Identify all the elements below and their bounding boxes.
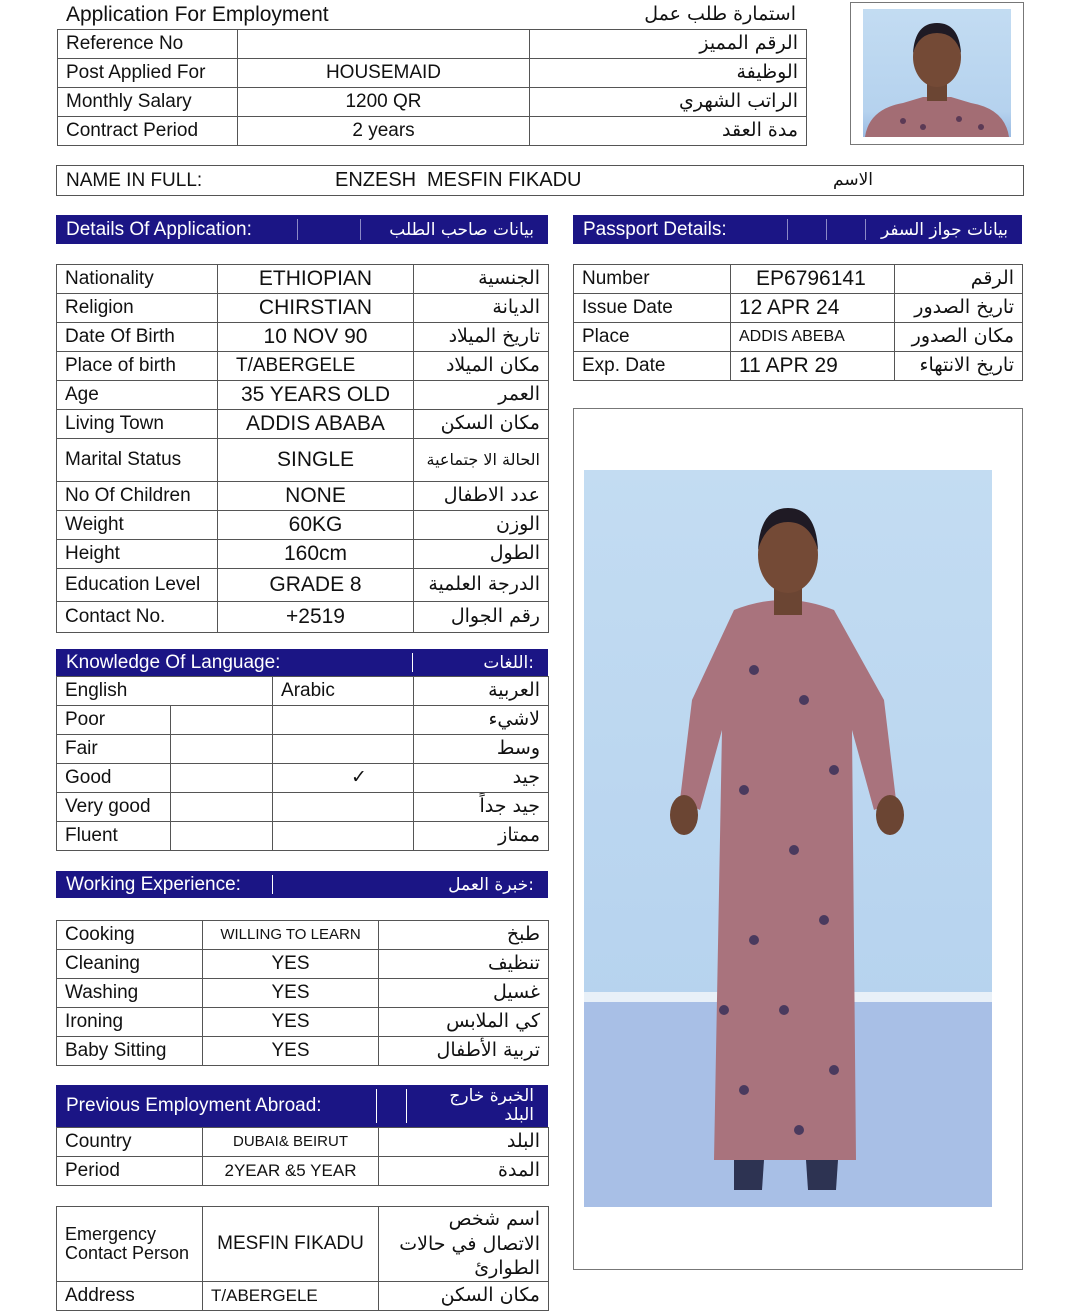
living-town-label: Living Town bbox=[57, 410, 218, 439]
table-row bbox=[57, 1157, 549, 1186]
exp-date-value: 11 APR 29 bbox=[731, 352, 895, 381]
experience-heading bbox=[56, 871, 548, 898]
table-row bbox=[57, 482, 549, 511]
table-row bbox=[574, 323, 1023, 352]
marital-label: Marital Status bbox=[57, 439, 218, 482]
pob-label: Place of birth bbox=[57, 352, 218, 381]
contact-label-ar: رقم الجوال bbox=[414, 602, 549, 633]
table-row bbox=[57, 735, 549, 764]
fair-label: Fair bbox=[57, 735, 171, 764]
address-label-ar: مكان السكن bbox=[379, 1282, 549, 1311]
details-heading-ar: بيانات صاحب الطلب bbox=[389, 219, 534, 240]
heading-divider bbox=[406, 1089, 407, 1123]
heading-divider bbox=[360, 219, 361, 240]
person-full-body-icon bbox=[584, 470, 992, 1207]
salary-label-ar: الراتب الشهري bbox=[530, 88, 807, 117]
table-row bbox=[57, 1207, 549, 1282]
name-box bbox=[56, 165, 1024, 196]
weight-label: Weight bbox=[57, 511, 218, 540]
contract-value: 2 years bbox=[238, 117, 530, 146]
form-title-en: Application For Employment bbox=[66, 3, 329, 26]
age-label: Age bbox=[57, 381, 218, 410]
post-label-ar: الوظيفة bbox=[530, 59, 807, 88]
ironing-label-ar: كي الملابس bbox=[379, 1008, 549, 1037]
marital-value: SINGLE bbox=[218, 439, 414, 482]
table-row bbox=[57, 410, 549, 439]
table-row bbox=[57, 1037, 549, 1066]
name-rest: MESFIN FIKADU bbox=[427, 169, 582, 191]
fluent-arabic bbox=[273, 822, 414, 851]
issue-place-label-ar: مكان الصدور bbox=[895, 323, 1023, 352]
education-value: GRADE 8 bbox=[218, 569, 414, 602]
fair-arabic bbox=[273, 735, 414, 764]
issue-place-label: Place bbox=[574, 323, 731, 352]
address-label: Address bbox=[57, 1282, 203, 1311]
pob-label-ar: مكان الميلاد bbox=[414, 352, 549, 381]
height-label-ar: الطول bbox=[414, 540, 549, 569]
heading-divider bbox=[376, 1089, 377, 1123]
fluent-label-ar: ممتاز bbox=[414, 822, 549, 851]
washing-label-ar: غسيل bbox=[379, 979, 549, 1008]
country-label: Country bbox=[57, 1128, 203, 1157]
language-heading bbox=[56, 649, 548, 676]
period-label-ar: المدة bbox=[379, 1157, 549, 1186]
baby-sitting-label: Baby Sitting bbox=[57, 1037, 203, 1066]
table-row bbox=[574, 352, 1023, 381]
cleaning-value: YES bbox=[203, 950, 379, 979]
passport-heading-en: Passport Details: bbox=[583, 218, 727, 240]
table-row bbox=[57, 1008, 549, 1037]
name-label: NAME IN FULL: bbox=[66, 170, 203, 191]
table-row bbox=[57, 352, 549, 381]
abroad-heading-en: Previous Employment Abroad: bbox=[66, 1095, 322, 1116]
table-row bbox=[58, 59, 807, 88]
experience-table bbox=[56, 920, 549, 1066]
cooking-label-ar: طبخ bbox=[379, 921, 549, 950]
portrait-frame bbox=[850, 2, 1024, 145]
children-label: No Of Children bbox=[57, 482, 218, 511]
heading-divider bbox=[272, 875, 273, 894]
period-value: 2YEAR &5 YEAR bbox=[203, 1157, 379, 1186]
table-row bbox=[574, 294, 1023, 323]
table-row bbox=[57, 381, 549, 410]
fluent-label: Fluent bbox=[57, 822, 171, 851]
abroad-table bbox=[56, 1127, 549, 1186]
post-label: Post Applied For bbox=[58, 59, 238, 88]
dob-value: 10 NOV 90 bbox=[218, 323, 414, 352]
experience-heading-en: Working Experience: bbox=[66, 873, 241, 895]
height-value: 160cm bbox=[218, 540, 414, 569]
issue-date-label: Issue Date bbox=[574, 294, 731, 323]
religion-label-ar: الديانة bbox=[414, 294, 549, 323]
table-row bbox=[57, 921, 549, 950]
heading-divider bbox=[412, 653, 413, 672]
language-heading-en: Knowledge Of Language: bbox=[66, 651, 281, 673]
name-label-ar: الاسم bbox=[833, 170, 873, 190]
heading-divider bbox=[297, 219, 298, 240]
post-value: HOUSEMAID bbox=[238, 59, 530, 88]
contact-label: Contact No. bbox=[57, 602, 218, 633]
age-value: 35 YEARS OLD bbox=[218, 381, 414, 410]
pob-value: T/ABERGELE bbox=[218, 352, 414, 381]
poor-arabic bbox=[273, 706, 414, 735]
country-label-ar: البلد bbox=[379, 1128, 549, 1157]
issue-place-value: ADDIS ABEBA bbox=[731, 323, 895, 352]
table-row bbox=[57, 822, 549, 851]
cooking-label: Cooking bbox=[57, 921, 203, 950]
contact-value: +2519 bbox=[218, 602, 414, 633]
very-good-label-ar: جيد جداً bbox=[414, 793, 549, 822]
form-title-ar: استمارة طلب عمل bbox=[644, 3, 796, 25]
reference-label: Reference No bbox=[58, 30, 238, 59]
passport-number-value: EP6796141 bbox=[731, 265, 895, 294]
age-label-ar: العمر bbox=[414, 381, 549, 410]
washing-value: YES bbox=[203, 979, 379, 1008]
height-label: Height bbox=[57, 540, 218, 569]
table-row bbox=[57, 793, 549, 822]
table-row bbox=[574, 265, 1023, 294]
dob-label-ar: تاريخ الميلاد bbox=[414, 323, 549, 352]
passport-heading-ar: بيانات جواز السفر bbox=[880, 219, 1008, 240]
table-row bbox=[57, 950, 549, 979]
children-value: NONE bbox=[218, 482, 414, 511]
table-row bbox=[58, 117, 807, 146]
cooking-value: WILLING TO LEARN bbox=[203, 921, 379, 950]
living-town-label-ar: مكان السكن bbox=[414, 410, 549, 439]
details-table bbox=[56, 264, 549, 633]
weight-value: 60KG bbox=[218, 511, 414, 540]
emergency-table bbox=[56, 1206, 549, 1311]
religion-value: CHIRSTIAN bbox=[218, 294, 414, 323]
washing-label: Washing bbox=[57, 979, 203, 1008]
heading-divider bbox=[787, 219, 788, 240]
very-good-english bbox=[171, 793, 273, 822]
language-col-ar: العربية bbox=[414, 677, 549, 706]
details-heading-en: Details Of Application: bbox=[66, 218, 252, 240]
table-row bbox=[57, 1128, 549, 1157]
issue-date-label-ar: تاريخ الصدور bbox=[895, 294, 1023, 323]
language-col-arabic: Arabic bbox=[273, 677, 414, 706]
table-row bbox=[57, 294, 549, 323]
heading-divider bbox=[826, 219, 827, 240]
good-label-ar: جيد bbox=[414, 764, 549, 793]
cleaning-label: Cleaning bbox=[57, 950, 203, 979]
table-row bbox=[57, 439, 549, 482]
good-label: Good bbox=[57, 764, 171, 793]
passport-number-label: Number bbox=[574, 265, 731, 294]
marital-label-ar: الحالة الا جتماعية bbox=[414, 439, 549, 482]
table-row bbox=[58, 30, 807, 59]
table-row bbox=[57, 764, 549, 793]
country-value: DUBAI& BEIRUT bbox=[203, 1128, 379, 1157]
poor-label-ar: لاشيء bbox=[414, 706, 549, 735]
poor-english bbox=[171, 706, 273, 735]
children-label-ar: عدد الاطفال bbox=[414, 482, 549, 511]
baby-sitting-label-ar: تربية الأطفال bbox=[379, 1037, 549, 1066]
religion-label: Religion bbox=[57, 294, 218, 323]
emergency-contact-value: MESFIN FIKADU bbox=[203, 1207, 379, 1282]
passport-table bbox=[573, 264, 1023, 381]
contract-label-ar: مدة العقد bbox=[530, 117, 807, 146]
language-heading-ar: :اللغات bbox=[483, 652, 534, 673]
table-row bbox=[57, 569, 549, 602]
very-good-label: Very good bbox=[57, 793, 171, 822]
ironing-value: YES bbox=[203, 1008, 379, 1037]
reference-label-ar: الرقم المميز bbox=[530, 30, 807, 59]
table-row bbox=[57, 706, 549, 735]
nationality-label: Nationality bbox=[57, 265, 218, 294]
table-row bbox=[57, 677, 549, 706]
cleaning-label-ar: تنظيف bbox=[379, 950, 549, 979]
experience-heading-ar: :خبرة العمل bbox=[448, 874, 534, 895]
passport-number-label-ar: الرقم bbox=[895, 265, 1023, 294]
issue-date-value: 12 APR 24 bbox=[731, 294, 895, 323]
dob-label: Date Of Birth bbox=[57, 323, 218, 352]
exp-date-label-ar: تاريخ الانتهاء bbox=[895, 352, 1023, 381]
check-mark-icon: ✓ bbox=[273, 764, 414, 793]
good-english bbox=[171, 764, 273, 793]
full-body-photo bbox=[584, 470, 992, 1207]
table-row bbox=[57, 540, 549, 569]
language-col-english: English bbox=[57, 677, 273, 706]
education-label: Education Level bbox=[57, 569, 218, 602]
abroad-heading bbox=[56, 1085, 548, 1127]
table-row bbox=[57, 265, 549, 294]
table-row bbox=[57, 323, 549, 352]
poor-label: Poor bbox=[57, 706, 171, 735]
address-value: T/ABERGELE bbox=[203, 1282, 379, 1311]
nationality-label-ar: الجنسية bbox=[414, 265, 549, 294]
contract-label: Contract Period bbox=[58, 117, 238, 146]
very-good-arabic bbox=[273, 793, 414, 822]
period-label: Period bbox=[57, 1157, 203, 1186]
portrait-photo bbox=[863, 9, 1011, 137]
name-first: ENZESH bbox=[335, 169, 417, 191]
fair-label-ar: وسط bbox=[414, 735, 549, 764]
language-table bbox=[56, 676, 549, 851]
heading-divider bbox=[865, 219, 866, 240]
reference-value bbox=[238, 30, 530, 59]
fair-english bbox=[171, 735, 273, 764]
living-town-value: ADDIS ABABA bbox=[218, 410, 414, 439]
fluent-english bbox=[171, 822, 273, 851]
exp-date-label: Exp. Date bbox=[574, 352, 731, 381]
emergency-contact-label: Emergency Contact Person bbox=[57, 1207, 203, 1282]
table-row bbox=[58, 88, 807, 117]
passport-heading bbox=[573, 215, 1022, 244]
emergency-contact-label-ar: اسم شخص الاتصال في حالات الطوارئ bbox=[379, 1207, 549, 1282]
table-row bbox=[57, 602, 549, 633]
table-row bbox=[57, 1282, 549, 1311]
nationality-value: ETHIOPIAN bbox=[218, 265, 414, 294]
education-label-ar: الدرجة العلمية bbox=[414, 569, 549, 602]
details-heading bbox=[56, 215, 548, 244]
header-table bbox=[57, 29, 807, 146]
table-row bbox=[57, 979, 549, 1008]
weight-label-ar: الوزن bbox=[414, 511, 549, 540]
abroad-heading-ar: الخبرة خارج البلد bbox=[449, 1086, 534, 1125]
table-row bbox=[57, 511, 549, 540]
ironing-label: Ironing bbox=[57, 1008, 203, 1037]
salary-label: Monthly Salary bbox=[58, 88, 238, 117]
salary-value: 1200 QR bbox=[238, 88, 530, 117]
baby-sitting-value: YES bbox=[203, 1037, 379, 1066]
person-portrait-icon bbox=[863, 9, 1011, 137]
